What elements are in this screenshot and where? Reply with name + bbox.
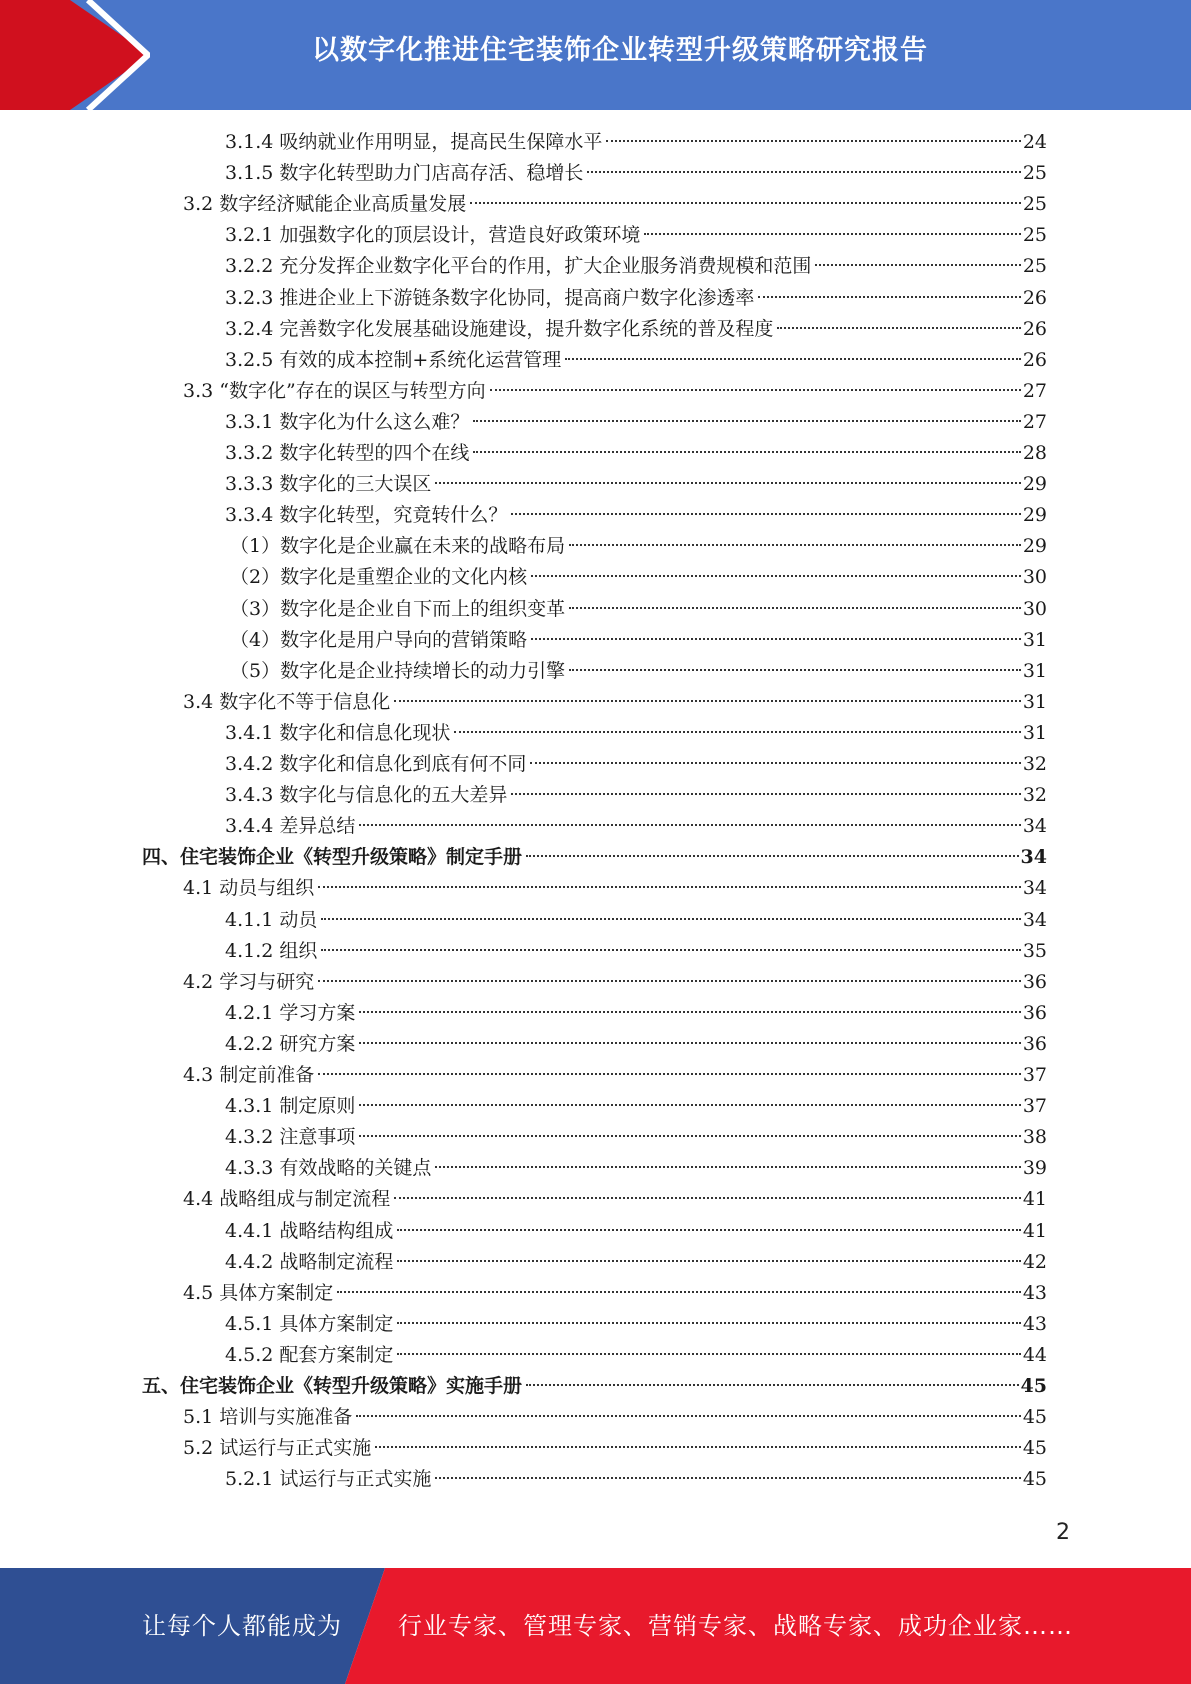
toc-entry-page: 43 xyxy=(1022,1312,1047,1335)
toc-entry[interactable] xyxy=(183,1184,1047,1214)
toc-entry-page: 34 xyxy=(1022,877,1047,900)
toc-entry[interactable] xyxy=(225,1091,1047,1121)
footer-slogan-right: 行业专家、管理专家、营销专家、战略专家、成功企业家…… xyxy=(398,1612,1073,1640)
toc-dot-leader xyxy=(356,1415,1021,1417)
toc-entry[interactable] xyxy=(183,1278,1047,1308)
toc-dot-leader xyxy=(569,607,1021,609)
toc-entry[interactable] xyxy=(183,687,1047,717)
toc-entry-page: 26 xyxy=(1022,348,1047,371)
toc-entry-page: 30 xyxy=(1022,597,1047,620)
toc-entry[interactable] xyxy=(183,1433,1047,1463)
toc-entry-page: 25 xyxy=(1022,255,1047,278)
toc-entry-title: 4.1 动员与组织 xyxy=(183,877,315,900)
toc-entry-page: 42 xyxy=(1022,1250,1047,1273)
toc-dot-leader xyxy=(473,451,1020,453)
toc-entry-page: 31 xyxy=(1022,721,1047,744)
toc-entry-title: 4.4.1 战略结构组成 xyxy=(225,1219,394,1242)
toc-entry-page: 31 xyxy=(1022,628,1047,651)
toc-entry-title: 4.2.2 研究方案 xyxy=(225,1032,356,1055)
toc-entry[interactable] xyxy=(230,656,1047,686)
toc-entry-title: 4.2 学习与研究 xyxy=(183,970,315,993)
toc-entry-title: 3.2.1 加强数字化的顶层设计，营造良好政策环境 xyxy=(225,224,641,247)
toc-entry-page: 31 xyxy=(1022,659,1047,682)
toc-entry-title: 5.1 培训与实施准备 xyxy=(183,1406,353,1429)
toc-dot-leader xyxy=(587,171,1020,173)
toc-entry[interactable] xyxy=(225,251,1047,281)
toc-dot-leader xyxy=(435,1477,1020,1479)
toc-dot-leader xyxy=(777,327,1020,329)
toc-dot-leader xyxy=(511,513,1020,515)
toc-entry-page: 30 xyxy=(1022,566,1047,589)
page-footer xyxy=(0,1568,1191,1684)
toc-entry-title: 3.3.3 数字化的三大误区 xyxy=(225,473,432,496)
toc-entry[interactable] xyxy=(225,998,1047,1028)
toc-dot-leader xyxy=(318,980,1021,982)
toc-entry-page: 37 xyxy=(1022,1064,1047,1086)
toc-dot-leader xyxy=(435,482,1020,484)
toc-dot-leader xyxy=(490,389,1021,391)
toc-entry[interactable] xyxy=(183,376,1047,406)
toc-dot-leader xyxy=(397,1260,1020,1262)
toc-dot-leader xyxy=(397,1353,1020,1355)
toc-entry-page: 28 xyxy=(1022,442,1047,464)
toc-dot-leader xyxy=(359,1042,1020,1044)
toc-dot-leader xyxy=(359,1011,1020,1013)
toc-dot-leader xyxy=(526,1384,1019,1386)
toc-entry-page: 24 xyxy=(1022,131,1047,153)
toc-entry-title: 3.4 数字化不等于信息化 xyxy=(183,690,391,713)
toc-entry[interactable] xyxy=(225,718,1047,748)
toc-dot-leader xyxy=(569,669,1021,671)
toc-entry[interactable] xyxy=(183,1402,1047,1432)
toc-entry[interactable] xyxy=(225,1153,1047,1183)
toc-entry[interactable] xyxy=(225,1247,1047,1277)
toc-entry-title: （4）数字化是用户导向的营销策略 xyxy=(230,628,528,651)
toc-entry-title: 4.3 制定前准备 xyxy=(183,1064,315,1086)
toc-dot-leader xyxy=(394,700,1021,702)
toc-dot-leader xyxy=(530,762,1020,764)
toc-entry[interactable] xyxy=(225,158,1047,188)
footer-slogan-left: 让每个人都能成为 xyxy=(142,1612,342,1640)
toc-entry-title: 4.3.2 注意事项 xyxy=(225,1126,356,1149)
toc-dot-leader xyxy=(318,886,1021,888)
toc-entry-title: 四、住宅装饰企业《转型升级策略》制定手册 xyxy=(142,846,523,869)
toc-entry-title: （3）数字化是企业自下而上的组织变革 xyxy=(230,597,566,620)
toc-entry-title: （5）数字化是企业持续增长的动力引擎 xyxy=(230,659,566,682)
toc-entry[interactable] xyxy=(225,469,1047,499)
toc-entry-title: 3.2.4 完善数字化发展基础设施建设，提升数字化系统的普及程度 xyxy=(225,317,774,340)
toc-dot-leader xyxy=(758,296,1020,298)
toc-entry[interactable] xyxy=(225,345,1047,375)
toc-dot-leader xyxy=(511,793,1020,795)
toc-entry-title: 5.2 试运行与正式实施 xyxy=(183,1437,372,1460)
toc-entry-page: 37 xyxy=(1022,1095,1047,1118)
toc-entry[interactable] xyxy=(230,625,1047,655)
toc-entry-page: 26 xyxy=(1022,317,1047,340)
toc-entry-page: 35 xyxy=(1022,939,1047,962)
toc-entry-page: 26 xyxy=(1022,286,1047,309)
header-arrow-decoration xyxy=(0,0,150,110)
toc-entry-title: 3.4.1 数字化和信息化现状 xyxy=(225,721,451,744)
toc-entry[interactable] xyxy=(225,407,1047,437)
toc-entry-page: 34 xyxy=(1020,846,1047,869)
toc-entry-page: 31 xyxy=(1022,690,1047,713)
toc-entry-page: 45 xyxy=(1022,1406,1047,1429)
page-header xyxy=(0,0,1191,110)
toc-entry-title: 3.2.3 推进企业上下游链条数字化协同，提高商户数字化渗透率 xyxy=(225,286,755,309)
toc-entry-page: 29 xyxy=(1022,473,1047,496)
toc-entry-title: 3.1.4 吸纳就业作用明显，提高民生保障水平 xyxy=(225,131,603,153)
toc-dot-leader xyxy=(526,855,1019,857)
toc-dot-leader xyxy=(815,264,1020,266)
toc-entry[interactable] xyxy=(230,594,1047,624)
toc-entry[interactable] xyxy=(225,905,1047,935)
toc-entry-page: 29 xyxy=(1022,504,1047,527)
toc-entry-title: 4.4.2 战略制定流程 xyxy=(225,1250,394,1273)
toc-entry-title: 3.2.5 有效的成本控制+系统化运营管理 xyxy=(225,348,562,371)
page-number: 2 xyxy=(1056,1520,1070,1545)
toc-entry[interactable] xyxy=(225,283,1047,313)
toc-entry-page: 27 xyxy=(1022,379,1047,402)
toc-dot-leader xyxy=(569,544,1021,546)
toc-entry-title: 4.1.1 动员 xyxy=(225,908,318,931)
toc-entry-page: 25 xyxy=(1022,193,1047,216)
toc-dot-leader xyxy=(473,420,1020,422)
toc-entry-page: 32 xyxy=(1022,784,1047,807)
toc-entry-title: （2）数字化是重塑企业的文化内核 xyxy=(230,566,528,589)
toc-entry-title: 4.5.1 具体方案制定 xyxy=(225,1312,394,1335)
toc-entry-page: 45 xyxy=(1022,1468,1047,1491)
toc-dot-leader xyxy=(359,1135,1020,1137)
toc-entry-title: 3.3 “数字化”存在的误区与转型方向 xyxy=(183,379,486,402)
toc-entry-page: 38 xyxy=(1022,1126,1047,1149)
toc-entry[interactable] xyxy=(142,842,1047,872)
toc-dot-leader xyxy=(337,1291,1021,1293)
report-title: 以数字化推进住宅装饰企业转型升级策略研究报告 xyxy=(312,35,928,66)
toc-entry-title: 3.4.4 差异总结 xyxy=(225,815,356,838)
toc-entry[interactable] xyxy=(225,1029,1047,1059)
toc-entry-page: 34 xyxy=(1022,908,1047,931)
toc-dot-leader xyxy=(470,202,1021,204)
toc-entry[interactable] xyxy=(225,811,1047,841)
toc-entry-title: 4.1.2 组织 xyxy=(225,939,318,962)
toc-entry-title: 5.2.1 试运行与正式实施 xyxy=(225,1468,432,1491)
toc-dot-leader xyxy=(606,140,1020,142)
toc-entry-page: 36 xyxy=(1022,970,1047,993)
toc-entry-page: 41 xyxy=(1022,1188,1047,1211)
toc-dot-leader xyxy=(565,358,1021,360)
toc-entry-title: 3.4.2 数字化和信息化到底有何不同 xyxy=(225,753,527,775)
toc-entry-page: 44 xyxy=(1022,1343,1047,1366)
toc-dot-leader xyxy=(531,638,1021,640)
toc-entry[interactable] xyxy=(225,1122,1047,1152)
toc-entry[interactable] xyxy=(225,1216,1047,1246)
toc-entry[interactable] xyxy=(225,780,1047,810)
toc-entry[interactable] xyxy=(225,1464,1047,1494)
toc-dot-leader xyxy=(375,1446,1021,1448)
toc-entry-title: 4.2.1 学习方案 xyxy=(225,1001,356,1024)
toc-entry-title: 3.1.5 数字化转型助力门店高存活、稳增长 xyxy=(225,162,584,185)
toc-entry[interactable] xyxy=(230,531,1047,561)
toc-entry[interactable] xyxy=(230,562,1047,592)
toc-entry-page: 29 xyxy=(1022,535,1047,558)
toc-entry-page: 27 xyxy=(1022,410,1047,433)
toc-entry-title: 3.3.4 数字化转型，究竟转什么？ xyxy=(225,504,508,527)
toc-entry-page: 25 xyxy=(1022,162,1047,185)
toc-dot-leader xyxy=(359,1104,1020,1106)
toc-entry-title: 3.2.2 充分发挥企业数字化平台的作用，扩大企业服务消费规模和范围 xyxy=(225,255,812,278)
toc-entry-page: 36 xyxy=(1022,1001,1047,1024)
toc-entry-title: （1）数字化是企业赢在未来的战略布局 xyxy=(230,535,566,558)
toc-entry-page: 45 xyxy=(1020,1375,1047,1397)
toc-entry-title: 4.3.1 制定原则 xyxy=(225,1095,356,1118)
toc-entry-page: 39 xyxy=(1022,1157,1047,1180)
toc-dot-leader xyxy=(321,949,1020,951)
toc-entry-page: 36 xyxy=(1022,1032,1047,1055)
toc-entry-page: 32 xyxy=(1022,753,1047,775)
toc-entry-title: 3.3.2 数字化转型的四个在线 xyxy=(225,442,470,464)
toc-dot-leader xyxy=(394,1197,1021,1199)
toc-entry-page: 25 xyxy=(1022,224,1047,247)
toc-entry[interactable] xyxy=(183,873,1047,903)
toc-entry-page: 34 xyxy=(1022,815,1047,838)
toc-entry[interactable] xyxy=(225,1340,1047,1370)
toc-dot-leader xyxy=(397,1322,1020,1324)
toc-entry-title: 4.3.3 有效战略的关键点 xyxy=(225,1157,432,1180)
toc-dot-leader xyxy=(454,731,1020,733)
toc-entry[interactable] xyxy=(183,1060,1047,1090)
toc-entry-title: 4.5 具体方案制定 xyxy=(183,1281,334,1304)
toc-dot-leader xyxy=(531,575,1021,577)
toc-entry-title: 3.3.1 数字化为什么这么难？ xyxy=(225,410,470,433)
toc-entry[interactable] xyxy=(225,314,1047,344)
toc-entry[interactable] xyxy=(225,936,1047,966)
toc-entry[interactable] xyxy=(225,438,1047,468)
toc-entry[interactable] xyxy=(225,500,1047,530)
toc-entry[interactable] xyxy=(142,1371,1047,1401)
toc-entry-title: 4.5.2 配套方案制定 xyxy=(225,1343,394,1366)
toc-entry[interactable] xyxy=(183,967,1047,997)
toc-entry[interactable] xyxy=(225,1309,1047,1339)
toc-dot-leader xyxy=(318,1073,1021,1075)
toc-entry[interactable] xyxy=(225,749,1047,779)
toc-dot-leader xyxy=(397,1229,1020,1231)
toc-entry-title: 3.2 数字经济赋能企业高质量发展 xyxy=(183,193,467,216)
toc-entry[interactable] xyxy=(225,127,1047,157)
toc-entry[interactable] xyxy=(225,220,1047,250)
toc-entry-page: 41 xyxy=(1022,1219,1047,1242)
toc-dot-leader xyxy=(435,1166,1020,1168)
toc-dot-leader xyxy=(359,824,1020,826)
toc-dot-leader xyxy=(644,233,1020,235)
toc-entry-title: 五、住宅装饰企业《转型升级策略》实施手册 xyxy=(142,1375,523,1397)
toc-entry-page: 43 xyxy=(1022,1281,1047,1304)
toc-entry-title: 4.4 战略组成与制定流程 xyxy=(183,1188,391,1211)
toc-entry[interactable] xyxy=(183,189,1047,219)
toc-dot-leader xyxy=(321,918,1020,920)
toc-entry-title: 3.4.3 数字化与信息化的五大差异 xyxy=(225,784,508,807)
toc-entry-page: 45 xyxy=(1022,1437,1047,1460)
